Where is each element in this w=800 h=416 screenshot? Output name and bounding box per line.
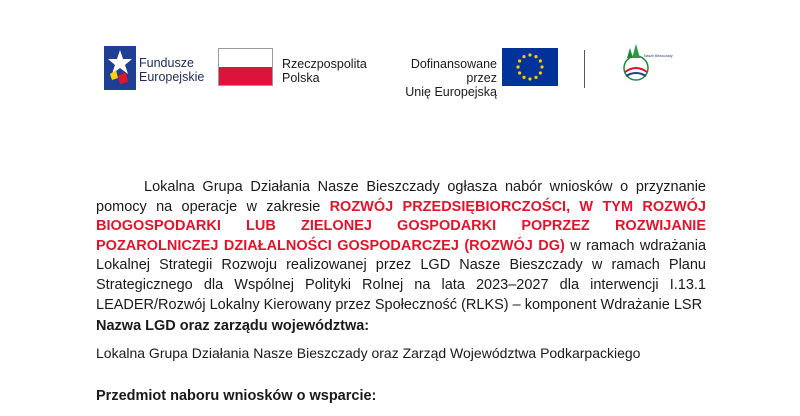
eu-star-icon	[516, 65, 519, 68]
eu-star-icon	[534, 76, 537, 79]
lgd-emblem-icon	[620, 42, 650, 90]
intro-continuation: w ramach wdrażania Lokalnej Strategii Rozwoju realizowanej przez LGD Nasze Bieszczady w ramach Planu Strategicznego dla Wspólnej Polityki Rolnej na lata 2023–2027 dla interwencji I.13.1 LEADER/Rozwój Lokalny Kierowany przez Społeczność (RLKS) – komponent Wdrażanie LSR	[96, 237, 707, 313]
eu-star-icon	[518, 71, 521, 74]
fe-line1: Fundusze	[139, 56, 194, 70]
eu-star-icon	[522, 55, 525, 58]
lgd-heading: Nazwa LGD oraz zarządu województwa:	[96, 318, 370, 334]
subject-heading: Przedmiot naboru wniosków o wsparcie:	[96, 388, 377, 404]
polish-flag-icon	[218, 48, 273, 86]
eu-star-icon	[528, 53, 531, 56]
pl-line2: Polska	[282, 71, 320, 85]
eu-flag-icon	[502, 48, 558, 86]
eu-star-icon	[522, 76, 525, 79]
logo-bar	[0, 42, 800, 98]
lgd-logo-text: Nasze Bieszczady	[644, 54, 673, 58]
announcement-paragraph	[96, 178, 706, 315]
eu-star-icon	[534, 55, 537, 58]
eu-star-icon	[540, 65, 543, 68]
fundusze-europejskie-logo	[104, 44, 214, 92]
intro-highlight: ROZWÓJ PRZEDSIĘBIORCZOŚCI, W TYM ROZWÓJ BIOGOSPODARKI LUB ZIELONEJ GOSPODARKI POPRZEZ ROZWIJANIE POZAROLNICZEJ DZIAŁALNOŚCI GOSPODARCZEJ (ROZWÓJ DG)	[96, 198, 706, 254]
fundusze-europejskie-text	[139, 56, 204, 84]
eu-line2: Unię Europejską	[405, 85, 497, 99]
lgd-nasze-bieszczady-logo	[620, 42, 680, 94]
eu-star-icon	[518, 59, 521, 62]
eu-funding-text	[380, 57, 497, 99]
eu-line1: Dofinansowane przez	[410, 57, 497, 85]
eu-funding-logo	[380, 48, 550, 99]
eu-star-icon	[539, 71, 542, 74]
intro-text: Lokalna Grupa Działania Nasze Bieszczady ogłasza nabór wniosków o przyznanie pomocy na operacje w zakresie	[96, 179, 706, 215]
logo-divider	[584, 50, 585, 88]
pl-line1: Rzeczpospolita	[282, 57, 367, 71]
rzeczpospolita-polska-text	[282, 57, 367, 85]
lgd-value: Lokalna Grupa Działania Nasze Bieszczady oraz Zarząd Województwa Podkarpackiego	[96, 345, 641, 361]
fundusze-europejskie-icon	[104, 46, 136, 90]
fe-line2: Europejskie	[139, 70, 205, 84]
eu-star-icon	[539, 59, 542, 62]
rzeczpospolita-polska-logo	[218, 48, 368, 92]
eu-star-icon	[528, 77, 531, 80]
